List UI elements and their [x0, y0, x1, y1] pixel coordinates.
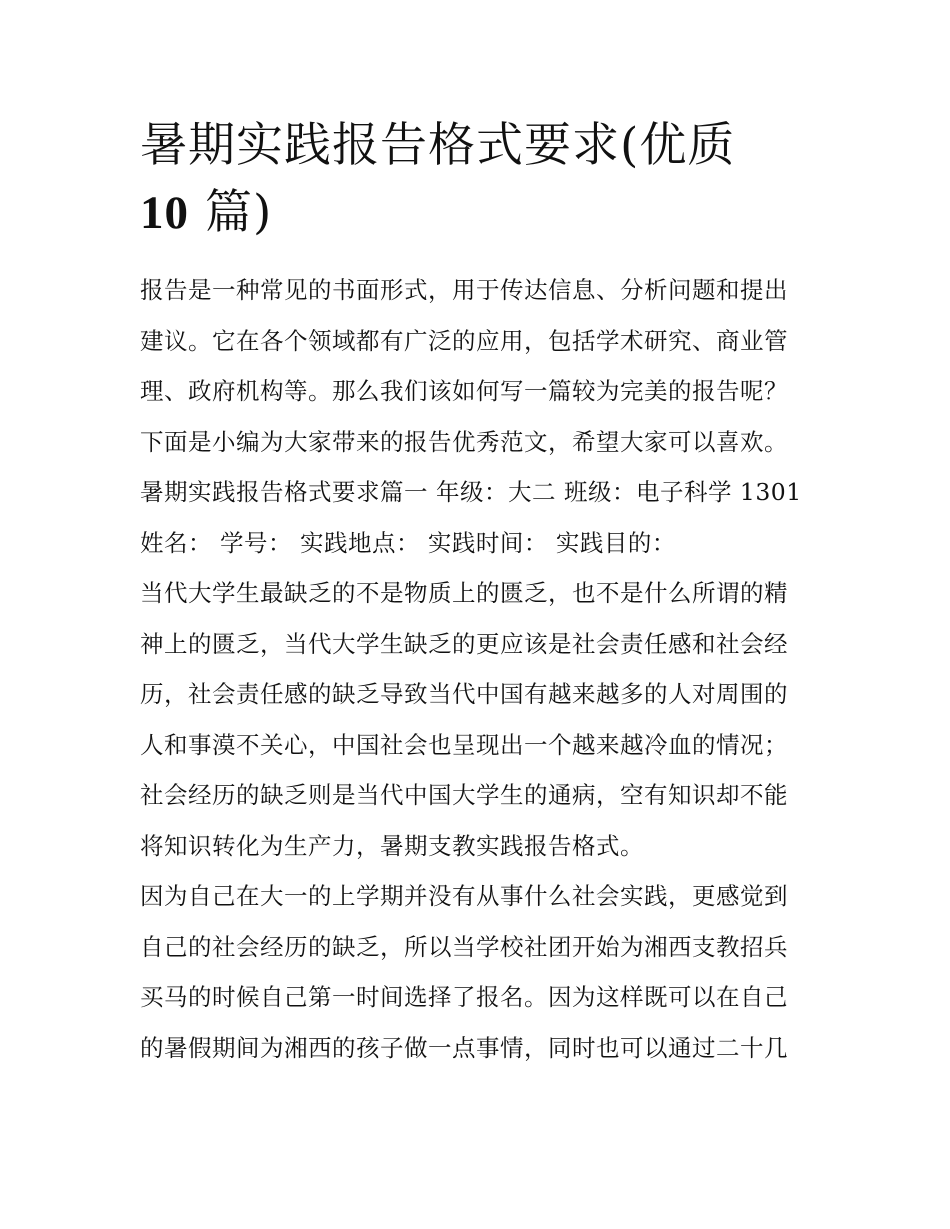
text-line: 下面是小编为大家带来的报告优秀范文，希望大家可以喜欢。: [140, 427, 788, 456]
paragraph-body-1: [140, 568, 812, 871]
text-line: 人和事漠不关心，中国社会也呈现出一个越来越冷血的情况；: [140, 730, 788, 759]
paragraph-intro: [140, 265, 812, 467]
text-line: 买马的时候自己第一时间选择了报名。因为这样既可以在自己: [140, 983, 788, 1011]
text-line: 将知识转化为生产力，暑期支教实践报告格式。: [140, 831, 644, 860]
text-line: 姓名： 学号： 实践地点： 实践时间： 实践目的：: [140, 528, 676, 557]
text-line: 建议。它在各个领域都有广泛的应用，包括学术研究、商业管: [140, 326, 788, 355]
text-line: 因为自己在大一的上学期并没有从事什么社会实践，更感觉到: [140, 882, 788, 910]
text-line: 历，社会责任感的缺乏导致当代中国有越来越多的人对周围的: [140, 680, 788, 708]
document-page: [140, 112, 812, 1073]
paragraph-header-info: [140, 467, 812, 568]
title-number: 10: [140, 187, 189, 239]
document-title: [140, 112, 812, 247]
text-line: 自己的社会经历的缺乏，所以当学校社团开始为湘西支教招兵: [140, 932, 788, 961]
text-line: 的暑假期间为湘西的孩子做一点事情，同时也可以通过二十几: [140, 1033, 788, 1062]
text-line: 报告是一种常见的书面形式，用于传达信息、分析问题和提出: [140, 276, 788, 304]
paragraph-body-2: [140, 871, 812, 1073]
text-line: 暑期实践报告格式要求篇一 年级：大二 班级：电子科学 1301: [140, 478, 802, 506]
text-line: 神上的匮乏，当代大学生缺乏的更应该是社会责任感和社会经: [140, 629, 788, 658]
text-line: 理、政府机构等。那么我们该如何写一篇较为完美的报告呢？: [140, 377, 788, 405]
title-line-2: [140, 179, 812, 247]
title-suffix: 篇): [189, 185, 273, 240]
text-line: 社会经历的缺乏则是当代中国大学生的通病，空有知识却不能: [140, 781, 788, 809]
title-line-1: 暑期实践报告格式要求(优质: [140, 118, 736, 173]
text-line: 当代大学生最缺乏的不是物质上的匮乏，也不是什么所谓的精: [140, 579, 788, 607]
